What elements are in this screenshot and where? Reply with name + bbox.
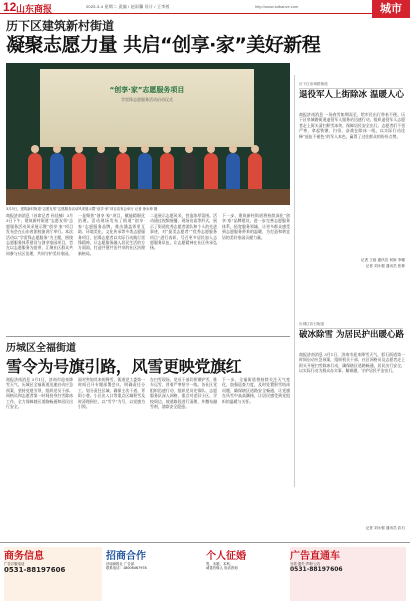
- photo-caption: 3月3日，建筑新村街道“志愿友邻”志愿服务活动风采展示暨“创享·家”项目宣布会举行 记者 徐永坤 摄: [6, 207, 158, 211]
- column-divider: [294, 75, 295, 487]
- volunteer-figure: [160, 153, 174, 191]
- masthead: [0, 0, 410, 14]
- volunteer-figure: [248, 153, 262, 191]
- volunteer-figure: [116, 153, 130, 191]
- ad-line: 广告订版电话: [4, 562, 25, 566]
- backdrop-banner: “创享·家”志愿服务项目: [109, 86, 185, 94]
- lead-photo: [6, 63, 290, 205]
- volunteer-figure: [50, 153, 64, 191]
- website: http://www.sdbanve.com: [255, 4, 299, 9]
- volunteer-figure: [28, 153, 42, 191]
- ad-line: 联系电话：18006467978: [106, 566, 147, 571]
- lead-kicker: 历下区建筑新村街道: [6, 19, 115, 33]
- stage-floor: [6, 189, 290, 205]
- backdrop-banner-sub: 学雷锋志愿服务活动启动仪式: [121, 97, 173, 102]
- lead-column-1: 商报济南消息（首席记者 孙佳楠）3月3日下午，建筑新村街道“志愿友邻”志愿服务活动风采展示暨“创享·家”项目发布会在山东省团校演讲厅举行。本次活动以“学雷锋志愿服务”为主题，围绕志愿服务体系建设与创享家园项目，旨在以志愿服务为纽带，汇聚社区群众共同参与社区治理，共同守护美好家园。: [6, 213, 73, 256]
- section-badge: 城市: [372, 0, 410, 18]
- second-column-2: 面对突如其来的降雪，街道党工委第一时间召开专题部署会议，明确责任分工，划分责任区域，确保主次干道、背街小巷、小区出入口等重点区域积雪及时清理到位，以“雪令”为号，以党旗为引领。: [78, 377, 145, 410]
- lead-headline: 凝聚志愿力量 共启“创享·家”美好新程: [6, 34, 321, 56]
- ad-classifieds[interactable]: [290, 547, 406, 601]
- second-column-4: 下一步，全福街道将持续关注天气变化，加强巡查力度，及时处置积雪结冰问题，确保辖区道路安全畅通，让党旗在风雪中高高飘扬，让居民感受到党组织的温暖与关怀。: [222, 377, 290, 404]
- right-story-1-label: 历下区泉城路街道: [299, 82, 403, 89]
- volunteer-figure: [182, 153, 196, 191]
- ad-personal[interactable]: [206, 547, 286, 601]
- right-story-2-body: 商报济南消息 3月1日，济南市迎来降雪天气，彩石街道第一时间启动应急预案，组织机关干部、社区网格员及志愿者走上街头开展扫雪除冰行动，确保辖区道路畅通、居民出行安全，以实际行动为群众办实事、解难题，守护居民平安出行。: [299, 352, 405, 374]
- ad-title: 广告直通车: [290, 551, 340, 562]
- right-story-1-byline-1: 记者 王晗 通讯员 何娇 李娜: [360, 258, 405, 262]
- volunteer-figure: [226, 153, 240, 191]
- volunteer-figure: [94, 153, 108, 191]
- ad-line: 男，未婚，本科，: [206, 562, 234, 566]
- volunteer-figure: [72, 153, 86, 191]
- lead-column-4: 下一步，建筑新村街道将持续深化“创享·家”品牌建设，进一步完善志愿服务体系，拓宽服务领域，让更多群众感受到志愿服务带来的温暖，为打造和谐宜居的美好家园贡献力量。: [222, 213, 290, 240]
- lead-column-3: 二是展示志愿风采，营造浓厚氛围。活动通过视频展播、现场访谈等形式，展示了街道优秀志愿者团队和个人的先进事迹，对“最美志愿者”“优秀志愿服务项目”进行表彰，号召更多居民加入志愿服务队伍，让志愿精神在社区传承弘扬。: [150, 213, 217, 251]
- ad-strip: [0, 542, 410, 602]
- ad-line: 济南商报社 广告部: [106, 562, 135, 566]
- issue-meta: 2025.3.4 星期二 责编 / 赵雨馨 设计 / 王李茜: [86, 4, 170, 9]
- second-headline: 雪令为号旗引路，风雪更映党旗红: [6, 357, 242, 376]
- right-story-1-headline: 退役军人上街除冰 温暖人心: [299, 90, 404, 100]
- ad-investment[interactable]: [106, 547, 202, 601]
- ad-business-info[interactable]: [4, 547, 102, 601]
- page-number: 12: [3, 0, 17, 14]
- ad-phone: 0531-88197606: [4, 566, 66, 575]
- volunteer-figure: [204, 153, 218, 191]
- right-story-2-byline: 记者 刘永强 通讯员 彩石: [365, 526, 405, 530]
- right-story-1-byline-2: 记者 刘永强 通讯员 张林: [365, 264, 405, 268]
- second-column-1: 商报济南消息 3月1日，济南市迎来降雪天气，历城区全福街道迅速启动应急预案，坚持党建引领，组织党员干部、网格员和志愿者第一时间投身扫雪除冰工作，全力保障辖区道路畅通和居民出行安全。: [6, 377, 73, 410]
- right-story-1-body: 商报济南消息 一场春雪如期而至，给市民出行带来不便。历下区泉城路街道退役军人服务站迅速行动，组织退役军人志愿者走上街头清扫积雪冰块，保障居民安全出行。志愿者们不畏严寒，拿起铁锹、扫帚，奋战在除冰一线，以实际行动诠释“退伍不褪色”的军人本色，赢得了过往群众的纷纷点赞。: [299, 112, 405, 139]
- ad-title: 个人征婚: [206, 551, 246, 562]
- stage-backdrop: [40, 69, 254, 147]
- ad-title: 商务信息: [4, 551, 44, 562]
- ad-title: 招商合作: [106, 551, 146, 562]
- ad-phone: 0531-88197606: [290, 566, 343, 574]
- volunteer-figure: [138, 153, 152, 191]
- ad-line: 分类·遗失·声明·公告: [290, 562, 321, 566]
- lead-column-2: 一是聚焦“创享·家”项目，赋能精细化治理。活动现场发布了街道“创享·家”志愿服务品牌，推出涵盖邻里互助、环境美化、文化传承等多类志愿服务项目，招募志愿者以实际行动践行雷锋精神，让志愿服务融入居民生活的方方面面，打造共建共治共享的社区治理新格局。: [78, 213, 145, 256]
- second-kicker: 历城区全福街道: [6, 343, 76, 354]
- right-story-2-headline: 破冰除雪 为居民护出暖心路: [299, 330, 404, 340]
- section-divider: [6, 336, 290, 337]
- right-story-2-label: 历城区彩石街道: [299, 322, 403, 329]
- second-column-3: 在扫雪现场，党员干部们挥锹铲雪、推车运雪，冒着严寒坚守一线。各社区党组织迅速行动，组织党员先锋队、志愿服务队深入网格，重点对老旧小区、学校周边、坡道路段进行清理，并撒布融雪剂，消除安全隐患。: [150, 377, 217, 410]
- ad-line: 诚觅有缘人 电话咨询: [206, 566, 238, 571]
- paper-name: 山东商报: [16, 4, 53, 14]
